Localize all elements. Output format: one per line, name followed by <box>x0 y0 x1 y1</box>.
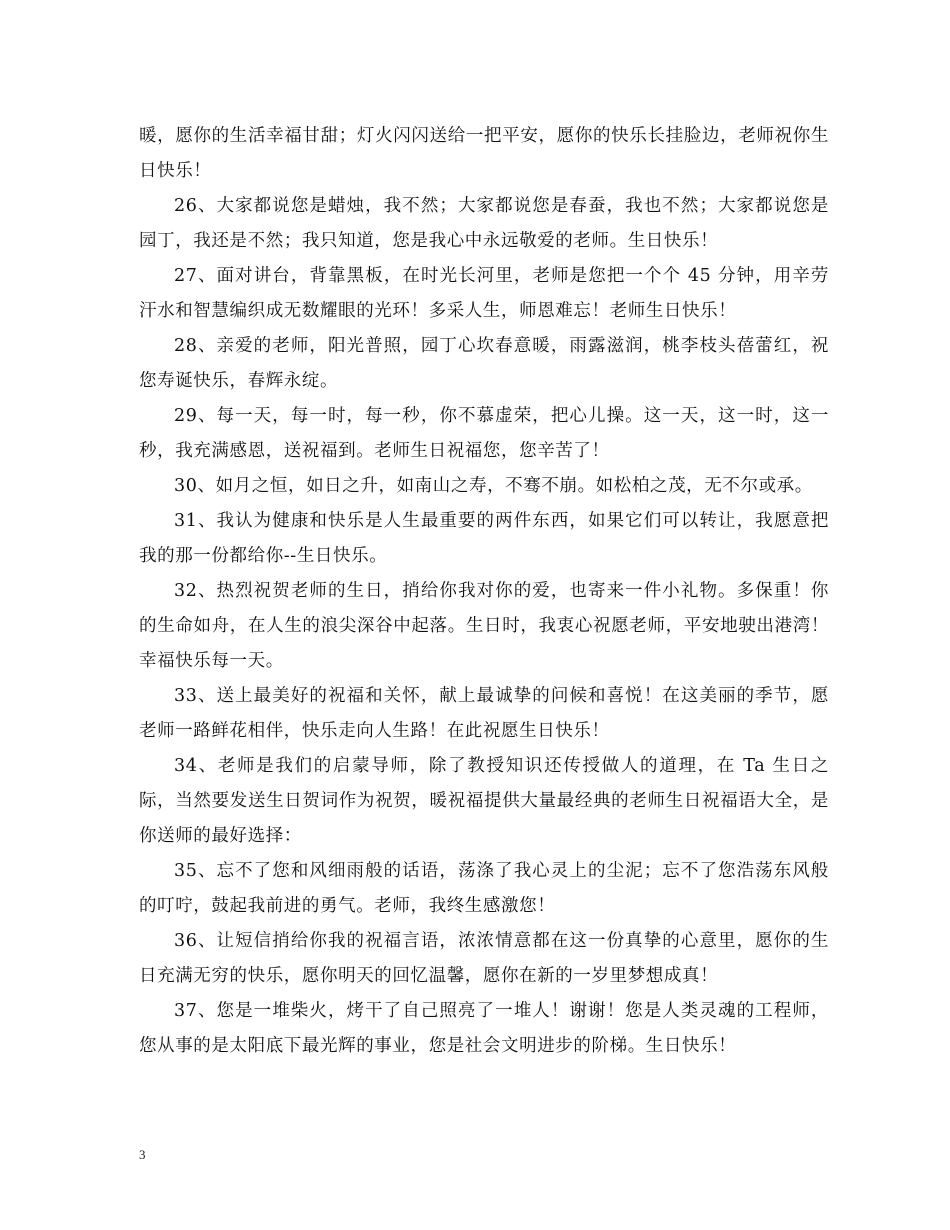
paragraph-31: 31、我认为健康和快乐是人生最重要的两件东西，如果它们可以转让，我愿意把我的那一份都给你--生日快乐。 <box>139 511 829 566</box>
paragraph-33: 33、送上最美好的祝福和关怀，献上最诚挚的问候和喜悦！在这美丽的季节，愿老师一路鲜花相伴，快乐走向人生路！在此祝愿生日快乐！ <box>139 686 829 741</box>
paragraph-35: 35、忘不了您和风细雨般的话语，荡涤了我心灵上的尘泥；忘不了您浩荡东风般的叮咛，鼓起我前进的勇气。老师，我终生感激您！ <box>139 861 829 916</box>
paragraph-28: 28、亲爱的老师，阳光普照，园丁心坎春意暖，雨露滋润，桃李枝头蓓蕾红，祝您寿诞快乐，春辉永绽。 <box>139 336 829 391</box>
document-body <box>139 119 829 1064</box>
paragraph-34: 34、老师是我们的启蒙导师，除了教授知识还传授做人的道理，在 Ta 生日之际，当然要发送生日贺词作为祝贺，暖祝福提供大量最经典的老师生日祝福语大全，是你送师的最好选择： <box>139 756 829 846</box>
paragraph-37: 37、您是一堆柴火，烤干了自己照亮了一堆人！谢谢！您是人类灵魂的工程师，您从事的是太阳底下最光辉的事业，您是社会文明进步的阶梯。生日快乐！ <box>139 1001 829 1056</box>
paragraph-continuation: 暖，愿你的生活幸福甘甜；灯火闪闪送给一把平安，愿你的快乐长挂脸边，老师祝你生日快乐！ <box>139 126 829 181</box>
paragraph-30: 30、如月之恒，如日之升，如南山之寿，不骞不崩。如松柏之茂，无不尔或承。 <box>174 476 813 496</box>
paragraph-32: 32、热烈祝贺老师的生日，捎给你我对你的爱，也寄来一件小礼物。多保重！你的生命如舟，在人生的浪尖深谷中起落。生日时，我衷心祝愿老师，平安地驶出港湾！幸福快乐每一天。 <box>139 581 829 671</box>
paragraph-26: 26、大家都说您是蜡烛，我不然；大家都说您是春蚕，我也不然；大家都说您是园丁，我还是不然；我只知道，您是我心中永远敬爱的老师。生日快乐！ <box>139 196 829 251</box>
paragraph-27: 27、面对讲台，背靠黑板，在时光长河里，老师是您把一个个 45 分钟，用辛劳汗水和智慧编织成无数耀眼的光环！多采人生，师恩难忘！老师生日快乐！ <box>139 266 829 321</box>
paragraph-29: 29、每一天，每一时，每一秒，你不慕虚荣，把心儿操。这一天，这一时，这一秒，我充满感恩，送祝福到。老师生日祝福您，您辛苦了！ <box>139 406 829 461</box>
page-number: 3 <box>139 1147 146 1162</box>
paragraph-36: 36、让短信捎给你我的祝福言语，浓浓情意都在这一份真挚的心意里，愿你的生日充满无穷的快乐，愿你明天的回忆温馨，愿你在新的一岁里梦想成真！ <box>139 931 829 986</box>
